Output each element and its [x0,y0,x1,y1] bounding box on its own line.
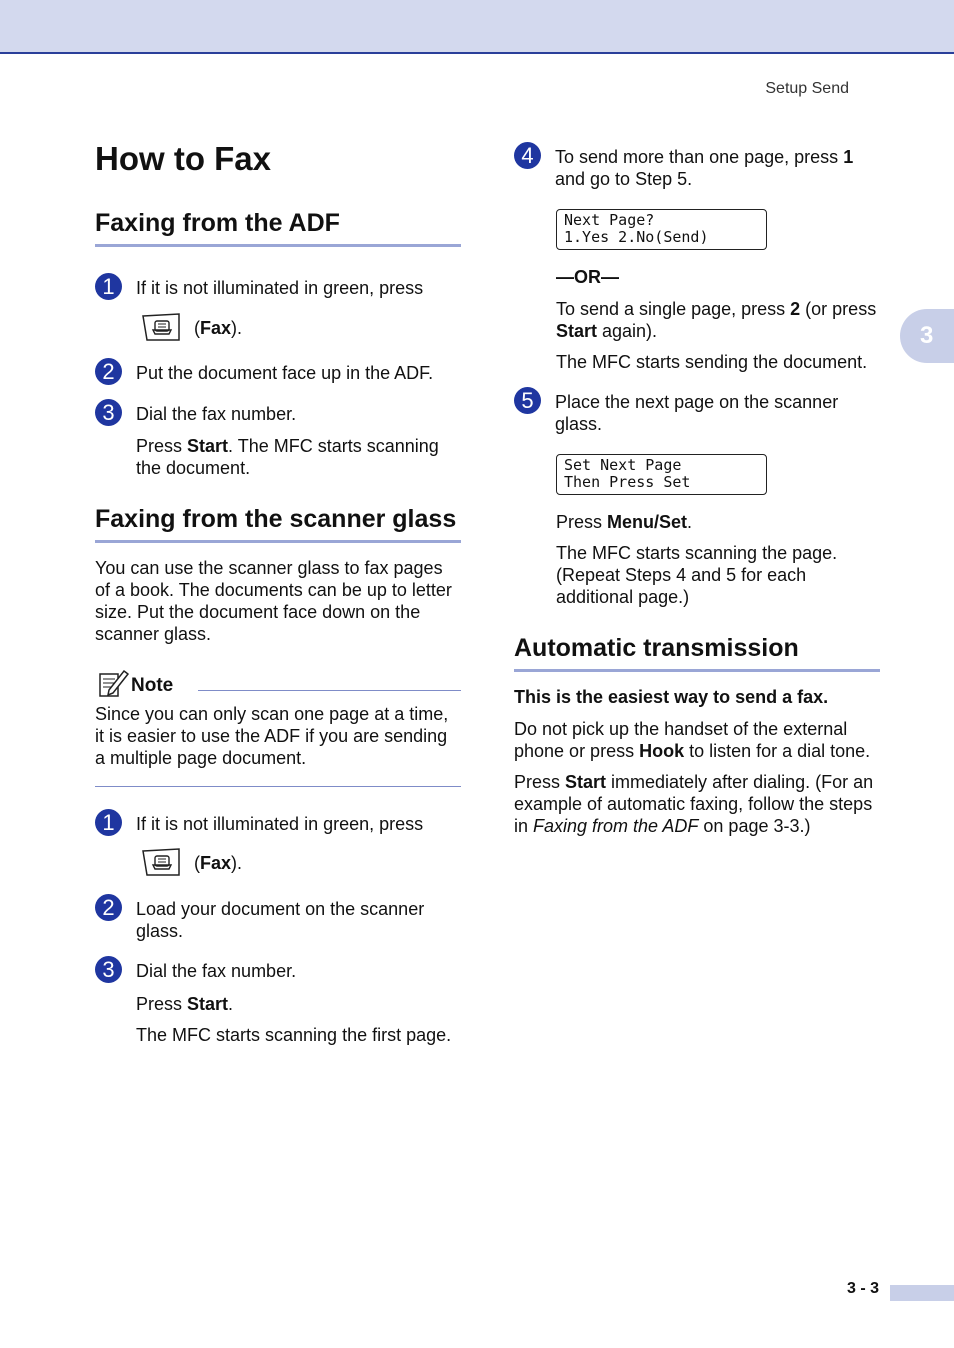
running-head: Setup Send [765,80,849,97]
step-text: Load your document on the scanner glass. [136,899,425,941]
step-number-badge: 3 [95,956,122,983]
note-top-rule [198,690,461,691]
step-text: Dial the fax number. [136,961,297,981]
step-number-badge: 3 [95,399,122,426]
step-number-badge: 1 [95,809,122,836]
note-text: Since you can only scan one page at a time, it is easier to use the ADF if you are sending a multiple page document. [95,704,449,768]
step-number-badge: 4 [514,142,541,169]
footer-bar [890,1285,954,1301]
glass-intro: You can use the scanner glass to fax pages of a book. The documents can be up to letter size. Put the document face down on the scanner glass. [95,558,452,644]
step-text: If it is not illuminated in green, press [136,278,424,298]
glass-step-3-press: Press Start. [136,994,234,1014]
note-bottom-rule [95,786,461,787]
note-label: Note [131,675,174,696]
scanning-text: The MFC starts scanning the page. (Repeat Steps 4 and 5 for each additional page.) [556,543,838,607]
section-heading-adf: Faxing from the ADF [95,209,461,247]
note-pencil-icon [97,668,129,700]
step-text: To send more than one page, press 1 and go to Step 5. [555,147,854,189]
fax-key-icon [141,312,181,342]
lcd-display-next-page: Next Page? 1.Yes 2.No(Send) [556,209,767,250]
step-number-badge: 2 [95,358,122,385]
section-heading-auto: Automatic transmission [514,634,880,672]
single-page-text: To send a single page, press 2 (or press Start again). [556,299,877,341]
step-number-badge: 2 [95,894,122,921]
fax-key-icon [141,847,181,877]
fax-key-label: (Fax). [194,853,243,873]
step-text: If it is not illuminated in green, press [136,814,424,834]
step-text: Put the document face up in the ADF. [136,363,434,383]
press-menu-set: Press Menu/Set. [556,512,693,532]
section-heading-glass: Faxing from the scanner glass [95,505,461,543]
page-number: 3 - 3 [847,1280,880,1297]
sending-text: The MFC starts sending the document. [556,352,868,372]
auto-paragraph-2: Press Start immediately after dialing. (For an example of automatic faxing, follow the steps in Faxing from the ADF on page 3-3.) [514,772,874,836]
step-text: Dial the fax number. [136,404,297,424]
lcd-display-set-next-page: Set Next Page Then Press Set [556,454,767,495]
fax-key-label: (Fax). [194,318,243,338]
glass-step-3-final: The MFC starts scanning the first page. [136,1025,452,1045]
step-number-badge: 5 [514,387,541,414]
adf-step-3-detail: Press Start. The MFC starts scanning the document. [136,436,439,478]
step-text: Place the next page on the scanner glass. [555,392,839,434]
top-band [0,0,954,54]
page-title: How to Fax [95,140,272,177]
auto-subheading: This is the easiest way to send a fax. [514,687,829,707]
step-number-badge: 1 [95,273,122,300]
auto-paragraph-1: Do not pick up the handset of the external phone or press Hook to listen for a dial tone. [514,719,871,761]
chapter-tab: 3 [900,309,954,363]
or-separator: —OR— [556,267,619,287]
